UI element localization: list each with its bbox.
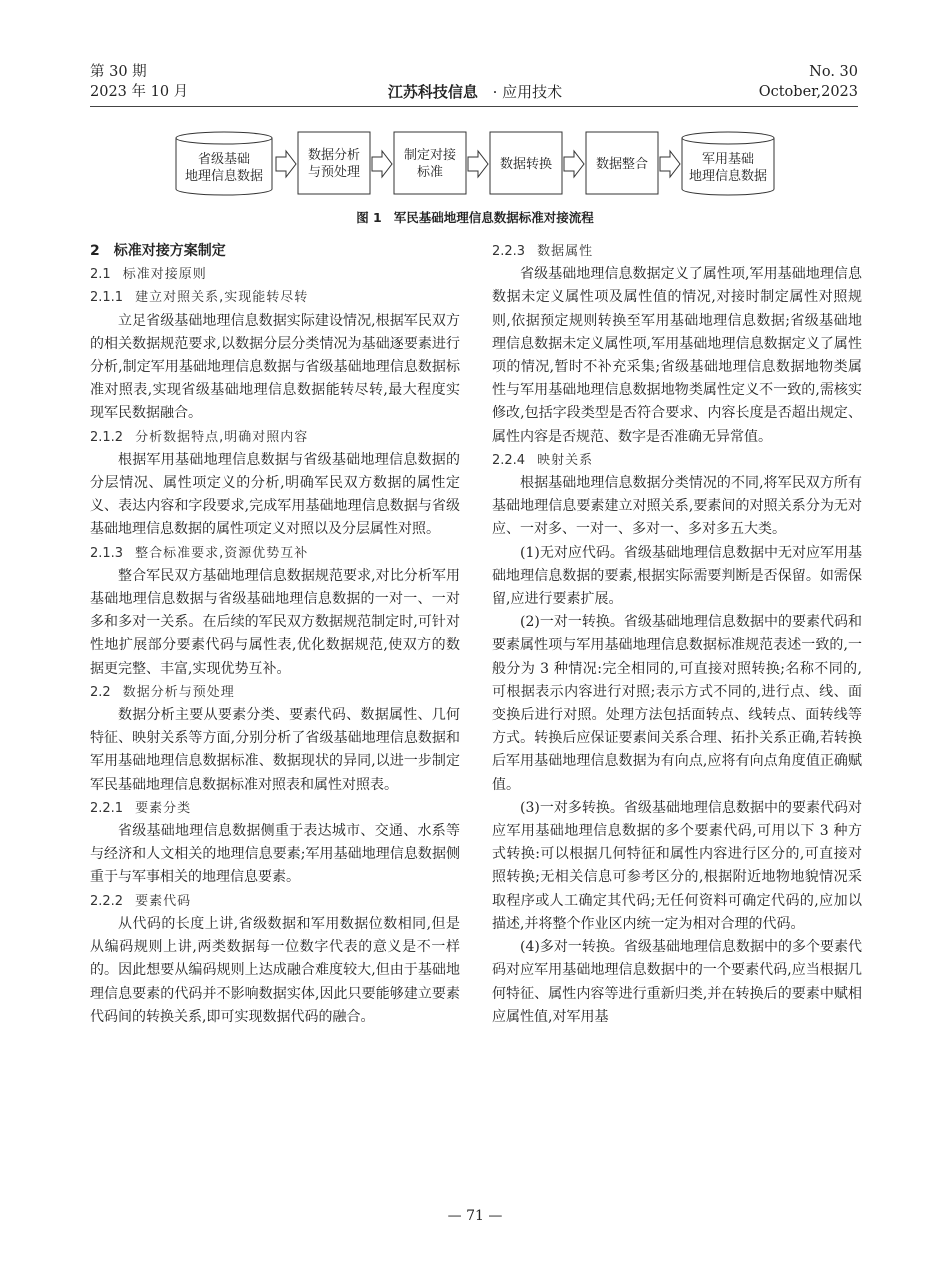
paragraph: (2)一对一转换。省级基础地理信息数据中的要素代码和要素属性项与军用基础地理信息数据标准规范表述一致的,一般分为 3 种情况:完全相同的,可直接对照转换;名称不同的,可根据表示内容进行对照;表示方式不同的,进行点、线、面变换后进行对照。处理方法包括面转点、线转点、面转线等方式。转换后应保证要素间关系合理、拓扑关系正确,若转换后军用基础地理信息数据为有向点,应将有向点角度值正确赋值。 [492,614,862,793]
paragraph: (4)多对一转换。省级基础地理信息数据中的多个要素代码对应军用基础地理信息数据中的一个要素代码,应当根据几何特征、属性内容等进行重新归类,并在转换后的要素中赋相应属性值,对军用基 [492,939,862,1025]
flow-node-text: 数据整合 [595,157,649,172]
journal-name: 江苏科技信息 [387,83,478,101]
paragraph: 数据分析主要从要素分类、要素代码、数据属性、几何特征、映射关系等方面,分别分析了省级基础地理信息数据和军用基础地理信息数据标准、数据现状的异同,以进一步制定军民基础地理信息数据标准对照表和属性对照表。 [90,707,460,793]
paragraph: 根据基础地理信息数据分类情况的不同,将军民双方所有基础地理信息要素建立对照关系,要素间的对照关系分为无对应、一对多、一对一、多对一、多对多五大类。 [492,475,862,538]
flow-node-standard [394,132,466,194]
subsection-heading: 2.2 数据分析与预处理 [90,684,235,700]
subsubsection-heading: 2.1.2 分析数据特点,明确对照内容 [90,429,309,445]
left-column [90,240,460,1029]
paragraph: (3)一对多转换。省级基础地理信息数据中的要素代码对应军用基础地理信息数据的多个要素代码,可用以下 3 种方式转换:可以根据几何特征和属性内容进行区分的,可直接对照转换;无相关信息可参考区分的,根据附近地物地貌情况采取程序或人工确定其代码;无任何资料可确定代码的,应加以描述,并将整个作业区内统一定为相对合理的代码。 [492,799,862,932]
flow-node-text: 地理信息数据 [184,169,264,184]
flow-node-text: 军用基础 [701,152,755,167]
subsubsection-heading: 2.1.1 建立对照关系,实现能转尽转 [90,290,309,306]
paragraph: 省级基础地理信息数据定义了属性项,军用基础地理信息数据未定义属性项及属性值的情况,对接时制定属性对照规则,依据预定规则转换至军用基础地理信息数据;省级基础地理信息数据未定义属性项,军用基础地理信息数据定义了属性项的情况,暂时不补充采集;省级基础地理信息数据地物类属性与军用基础地理信息数据地物类属性定义不一致的,需核实修改,包括字段类型是否符合要求、内容长度是否超出规定、属性内容是否规范、数字是否准确无异常值。 [492,266,862,445]
paragraph: 从代码的长度上讲,省级数据和军用数据位数相同,但是从编码规则上讲,两类数据每一位数字代表的意义是不一样的。因此想要从编码规则上达成融合难度较大,但由于基础地理信息要素的代码并不影响数据实体,因此只要能够建立要素代码间的转换关系,即可实现数据代码的融合。 [90,915,460,1025]
flow-node-text: 数据分析 [307,148,361,163]
page-number: — 71 — [447,1208,503,1224]
figure-caption [0,208,950,226]
subsubsection-heading: 2.1.3 整合标准要求,资源优势互补 [90,545,309,561]
flowchart-figure [0,126,950,201]
subsubsection-heading: 2.2.3 数据属性 [492,244,594,259]
flow-arrow [564,151,584,177]
flow-arrow [660,151,680,177]
journal-section: · 应用技术 [492,83,563,101]
issue-date-cn: 2023 年 10 月 [90,84,189,100]
flow-node-conversion [490,132,562,194]
flow-node-text: 制定对接 [403,148,457,163]
issue-number-cn: 第 30 期 [90,64,147,80]
paragraph: (1)无对应代码。省级基础地理信息数据中无对应军用基础地理信息数据的要素,根据实际需要判断是否保留。如需保留,应进行要素扩展。 [492,544,862,608]
flow-node-text: 省级基础 [197,152,251,167]
right-column [492,240,862,1029]
header-rule [90,106,858,107]
flow-node-provincial-data [176,132,272,195]
flow-node-military-data [682,132,774,195]
flow-node-integration [586,132,658,194]
section-heading: 2 标准对接方案制定 [90,243,226,259]
flow-arrow [468,151,488,177]
issue-number-en: No. 30 [809,64,858,80]
flow-node-text: 与预处理 [307,165,361,180]
figure-caption-label: 图 1 [356,210,382,225]
flow-arrow [276,151,296,177]
paragraph: 省级基础地理信息数据侧重于表达城市、交通、水系等与经济和人文相关的地理信息要素;军用基础地理信息数据侧重于与军事相关的地理信息要素。 [90,823,460,886]
header-right [759,62,858,102]
paragraph: 根据军用基础地理信息数据与省级基础地理信息数据的分层情况、属性项定义的分析,明确军民双方数据的属性定义、表达内容和字段要求,完成军用基础地理信息数据与省级基础地理信息数据的属性项定义对照以及分层属性对照。 [90,451,460,538]
paragraph: 整合军民双方基础地理信息数据规范要求,对比分析军用基础地理信息数据与省级基础地理信息数据的一对一、一对多和多对一关系。在后续的军民双方数据规范制定时,可针对性地扩展部分要素代码与属性表,优化数据规范,使双方的数据更完整、丰富,实现优势互补。 [90,567,460,677]
subsection-heading: 2.1 标准对接原则 [90,267,207,283]
flow-node-text: 地理信息数据 [688,169,768,184]
subsubsection-heading: 2.2.4 映射关系 [492,452,594,468]
subsubsection-heading: 2.2.1 要素分类 [90,800,192,816]
figure-caption-text: 军民基础地理信息数据标准对接流程 [393,210,594,225]
flow-node-analysis [298,132,370,194]
subsubsection-heading: 2.2.2 要素代码 [90,893,192,909]
issue-date-en: October,2023 [758,84,858,100]
flow-node-text: 数据转换 [499,157,553,172]
flow-arrow [372,151,392,177]
flow-node-text: 标准 [416,165,444,180]
paragraph: 立足省级基础地理信息数据实际建设情况,根据军民双方的相关数据规范要求,以数据分层分类情况为基础逐要素进行分析,制定军用基础地理信息数据与省级基础地理信息数据标准对照表,实现省级基础地理信息数据能转尽转,最大程度实现军民数据融合。 [90,312,460,422]
